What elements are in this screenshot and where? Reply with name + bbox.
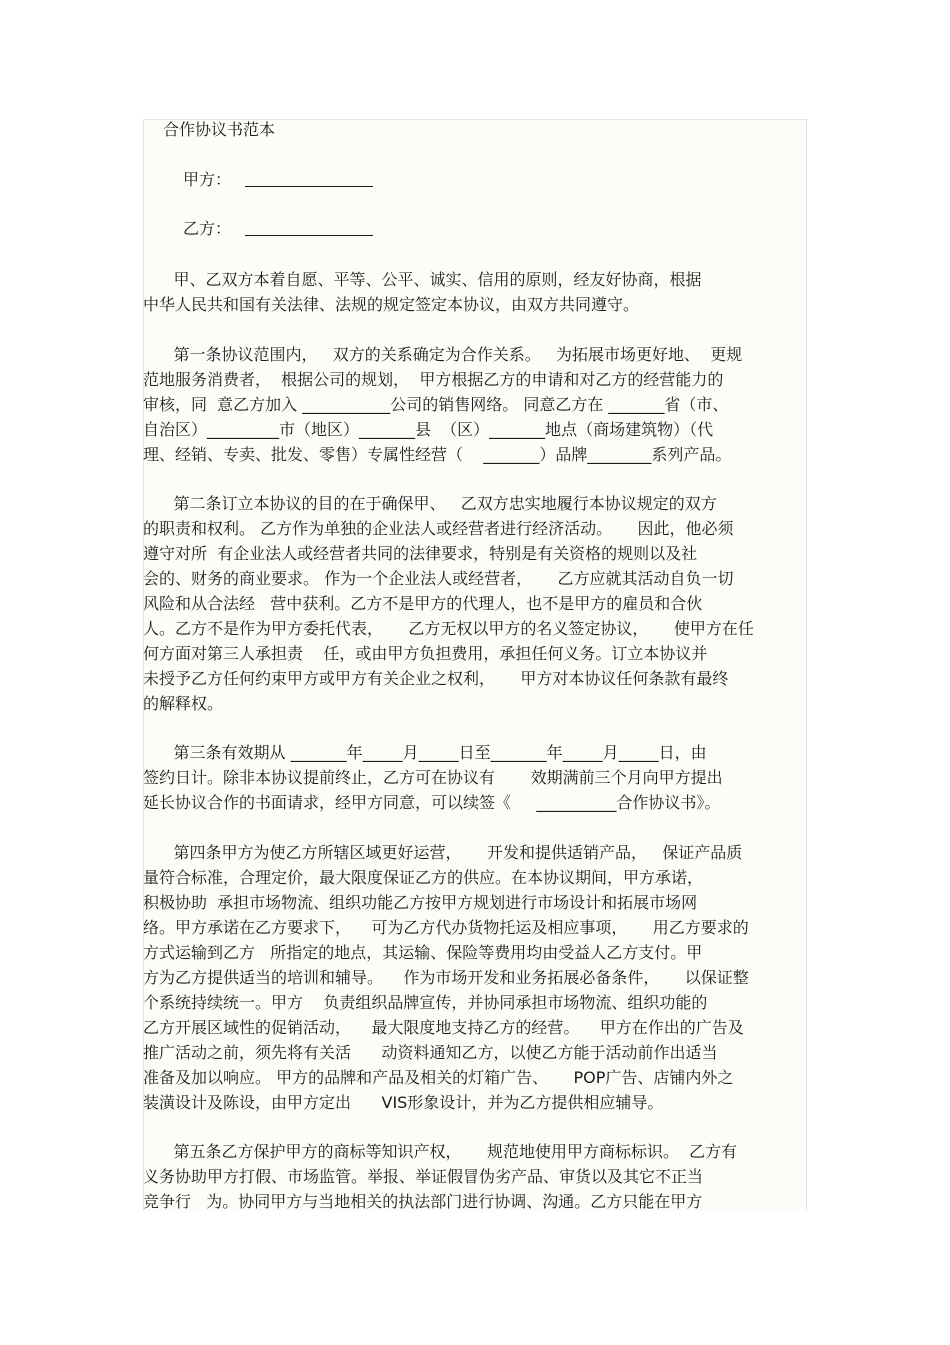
article-4-paragraph: [143, 840, 807, 1115]
paragraph-line: 的解释权。: [143, 694, 224, 713]
paragraph-line: 签约日计。除非本协议提前终止，乙方可在协议有 效期满前三个月向甲方提出: [143, 768, 723, 787]
paragraph-line: 装潢设计及陈设，由甲方定出 VIS形象设计，并为乙方提供相应辅导。: [143, 1093, 664, 1112]
paragraph-line: 的职责和权利。 乙方作为单独的企业法人或经营者进行经济活动。 因此，他必须: [143, 519, 734, 538]
paragraph-line: 个系统持续统一。甲方 负责组织品牌宣传，并协同承担市场物流、组织功能的: [143, 993, 708, 1012]
paragraph-line: 方为乙方提供适当的培训和辅导。 作为市场开发和业务拓展必备条件， 以保证整: [143, 968, 749, 987]
paragraph-line: 人。乙方不是作为甲方委托代表， 乙方无权以甲方的名义签定协议， 使甲方在任: [143, 619, 754, 638]
paragraph-line: 审核，同 意乙方加入 ___________公司的销售网络。 同意乙方在 _______省（市、: [143, 395, 729, 414]
article-2-paragraph: [143, 491, 807, 716]
paragraph-line: 方式运输到乙方 所指定的地点，其运输、保险等费用均由受益人乙方支付。甲: [143, 943, 703, 962]
paragraph-line: 第二条订立本协议的目的在于确保甲、 乙双方忠实地履行本协议规定的双方: [143, 494, 717, 513]
party-b-blank: [245, 217, 373, 236]
party-b-line: [183, 217, 373, 241]
party-a-blank: [245, 168, 373, 187]
paragraph-line: 乙方开展区域性的促销活动， 最大限度地支持乙方的经营。 甲方在作出的广告及: [143, 1018, 744, 1037]
paragraph-line: 遵守对所 有企业法人或经营者共同的法律要求，特别是有关资格的规则以及社: [143, 544, 698, 563]
paragraph-line: 推广活动之前，须先将有关活 动资料通知乙方，以使乙方能于活动前作出适当: [143, 1043, 718, 1062]
paragraph-line: 第三条有效期从 _______年_____月_____日至_______年_____月_____日，由: [143, 743, 707, 762]
party-a-label: 甲方：: [183, 170, 232, 189]
party-b-label: 乙方：: [183, 219, 232, 238]
paragraph-line: 未授予乙方任何约束甲方或甲方有关企业之权利， 甲方对本协议任何条款有最终: [143, 669, 729, 688]
paragraph-line: 义务协助甲方打假、市场监管。举报、举证假冒伪劣产品、审货以及其它不正当: [143, 1167, 704, 1186]
paragraph-line: 第五条乙方保护甲方的商标等知识产权， 规范地使用甲方商标标识。 乙方有: [143, 1142, 738, 1161]
paragraph-line: 何方面对第三人承担责 任，或由甲方负担费用，承担任何义务。订立本协议并: [143, 644, 708, 663]
paragraph-line: 准备及加以响应。 甲方的品牌和产品及相关的灯箱广告、 POP广告、店铺内外之: [143, 1068, 734, 1087]
paragraph-line: 甲、乙双方本着自愿、平等、公平、诚实、信用的原则，经友好协商，根据: [143, 270, 702, 289]
article-1-paragraph: [143, 342, 807, 467]
paragraph-line: 积极协助 承担市场物流、组织功能乙方按甲方规划进行市场设计和拓展市场网: [143, 893, 698, 912]
paragraph-line: 范地服务消费者， 根据公司的规划， 甲方根据乙方的申请和对乙方的经营能力的: [143, 370, 724, 389]
paragraph-line: 延长协议合作的书面请求，经甲方同意，可以续签《 __________合作协议书》。: [143, 793, 721, 812]
article-5-paragraph: [143, 1139, 807, 1214]
paragraph-line: 竞争行 为。协同甲方与当地相关的执法部门进行协调、沟通。乙方只能在甲方: [143, 1192, 703, 1211]
paragraph-line: 自治区）_________市（地区）_______县 （区）_______地点（商场建筑物）（代: [143, 420, 714, 439]
preamble-paragraph: [143, 267, 807, 317]
paragraph-line: 量符合标准，合理定价，最大限度保证乙方的供应。在本协议期间，甲方承诺，: [143, 868, 704, 887]
paragraph-line: 会的、财务的商业要求。 作为一个企业法人或经营者， 乙方应就其活动自负一切: [143, 569, 734, 588]
paragraph-line: 络。甲方承诺在乙方要求下， 可为乙方代办货物托运及相应事项， 用乙方要求的: [143, 918, 749, 937]
article-3-paragraph: [143, 740, 807, 815]
document-title: 合作协议书范本: [163, 120, 276, 139]
paragraph-line: 理、经销、专卖、批发、零售）专属性经营（ _______）品牌________系列产品。: [143, 445, 732, 464]
paragraph-line: 第四条甲方为使乙方所辖区域更好运营， 开发和提供适销产品， 保证产品质: [143, 843, 743, 862]
paragraph-line: 风险和从合法经 营中获利。乙方不是甲方的代理人，也不是甲方的雇员和合伙: [143, 594, 703, 613]
paragraph-line: 中华人民共和国有关法律、法规的规定签定本协议，由双方共同遵守。: [143, 295, 640, 314]
paragraph-line: 第一条协议范围内， 双方的关系确定为合作关系。 为拓展市场更好地、 更规: [143, 345, 743, 364]
party-a-line: [183, 168, 373, 192]
